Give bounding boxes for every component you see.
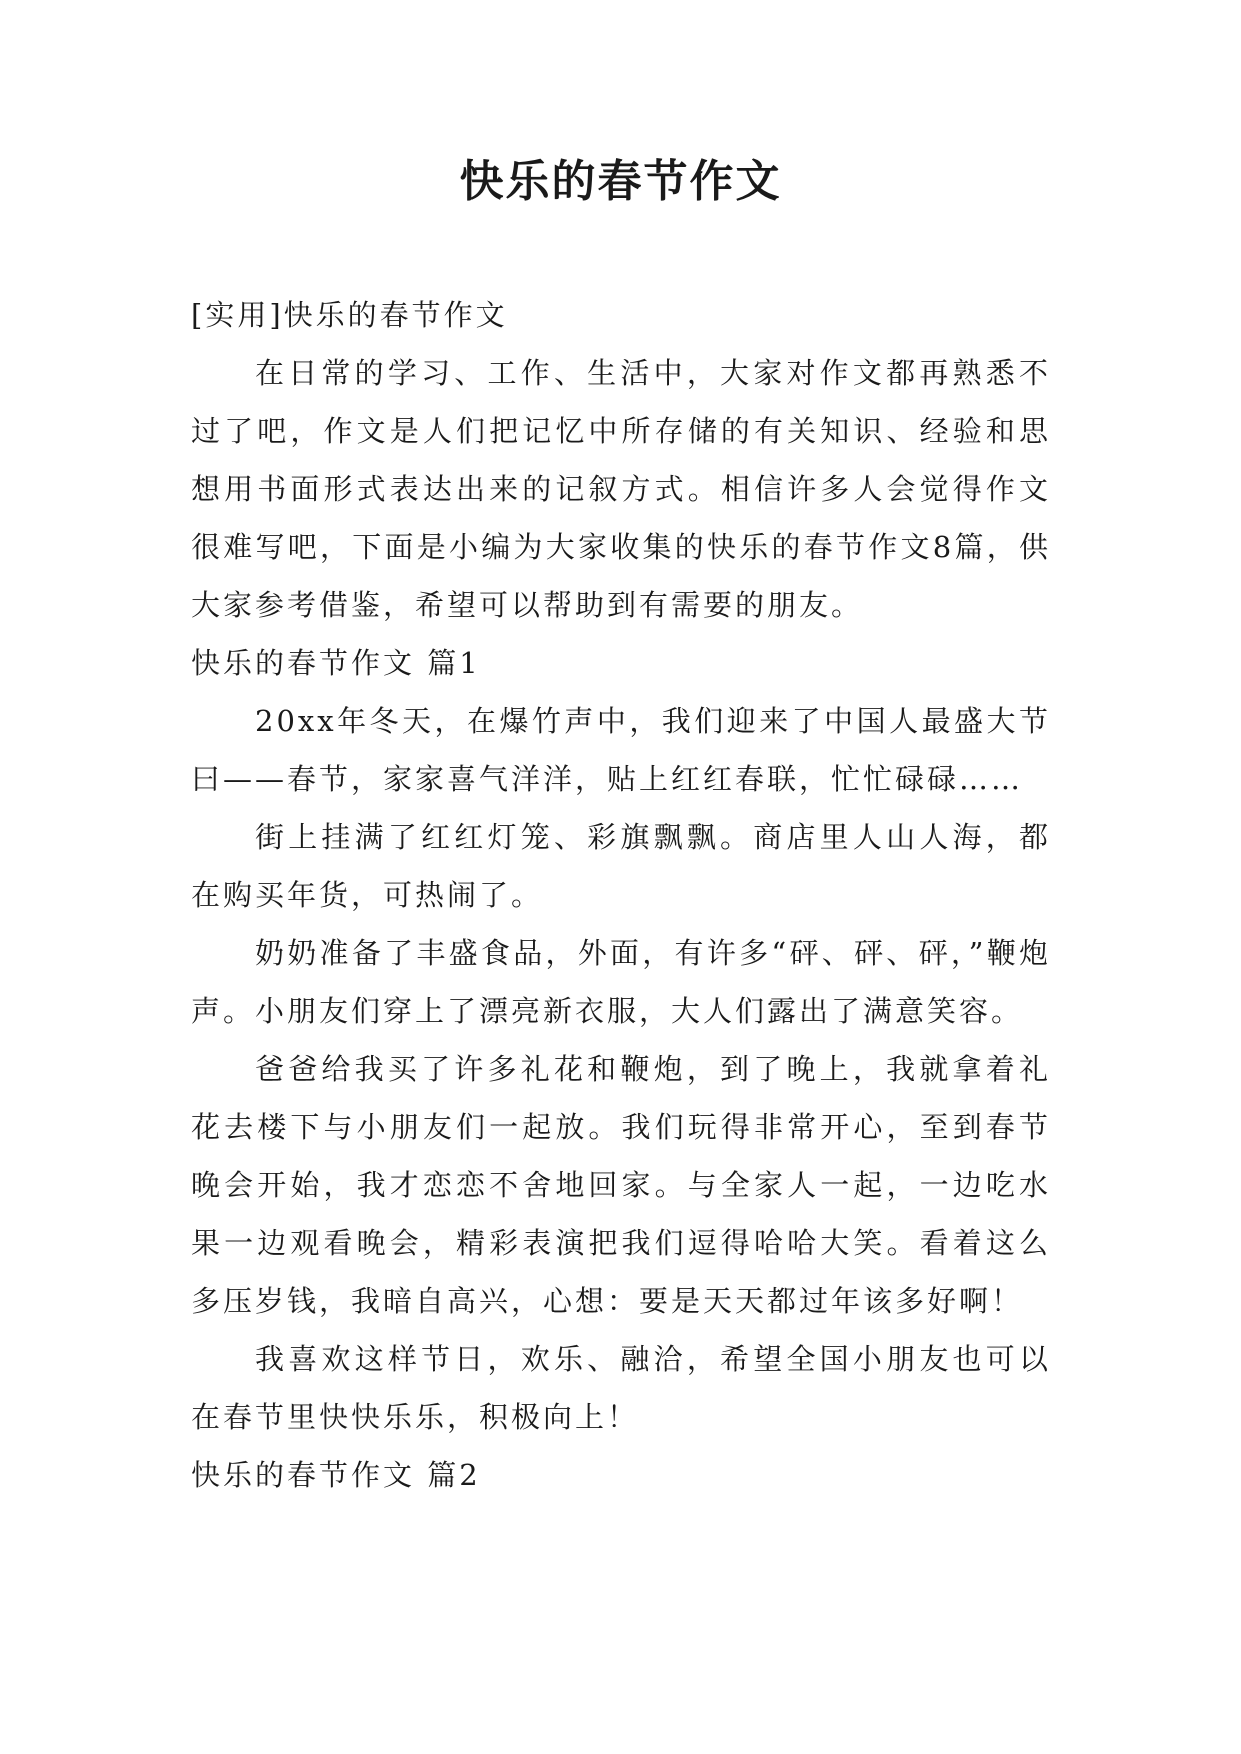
section-heading-1: 快乐的春节作文 篇1 xyxy=(191,646,481,680)
paragraph: 我喜欢这样节日，欢乐、融洽，希望全国小朋友也可以在春节里快快乐乐，积极向上！ xyxy=(191,1342,1051,1434)
paragraph: 20xx年冬天，在爆竹声中，我们迎来了中国人最盛大节曰——春节，家家喜气洋洋，贴上红红春联，忙忙碌碌…… xyxy=(191,704,1051,796)
section-heading-2: 快乐的春节作文 篇2 xyxy=(191,1458,481,1492)
paragraph: 奶奶准备了丰盛食品，外面，有许多“砰、砰、砰，”鞭炮声。小朋友们穿上了漂亮新衣服，大人们露出了满意笑容。 xyxy=(191,936,1051,1028)
document-body xyxy=(191,286,1051,1504)
document-title: 快乐的春节作文 xyxy=(459,156,782,207)
paragraph: 爸爸给我买了许多礼花和鞭炮，到了晚上，我就拿着礼花去楼下与小朋友们一起放。我们玩得非常开心，至到春节晚会开始，我才恋恋不舍地回家。与全家人一起，一边吃水果一边观看晚会，精彩表演把我们逗得哈哈大笑。看着这么多压岁钱，我暗自高兴，心想：要是天天都过年该多好啊！ xyxy=(191,1052,1051,1318)
paragraph: 街上挂满了红红灯笼、彩旗飘飘。商店里人山人海，都在购买年货，可热闹了。 xyxy=(191,820,1051,912)
intro-paragraph: 在日常的学习、工作、生活中，大家对作文都再熟悉不过了吧，作文是人们把记忆中所存储的有关知识、经验和思想用书面形式表达出来的记叙方式。相信许多人会觉得作文很难写吧，下面是小编为大家收集的快乐的春节作文8篇，供大家参考借鉴，希望可以帮助到有需要的朋友。 xyxy=(191,356,1051,622)
document-subtitle: [实用]快乐的春节作文 xyxy=(191,298,508,332)
